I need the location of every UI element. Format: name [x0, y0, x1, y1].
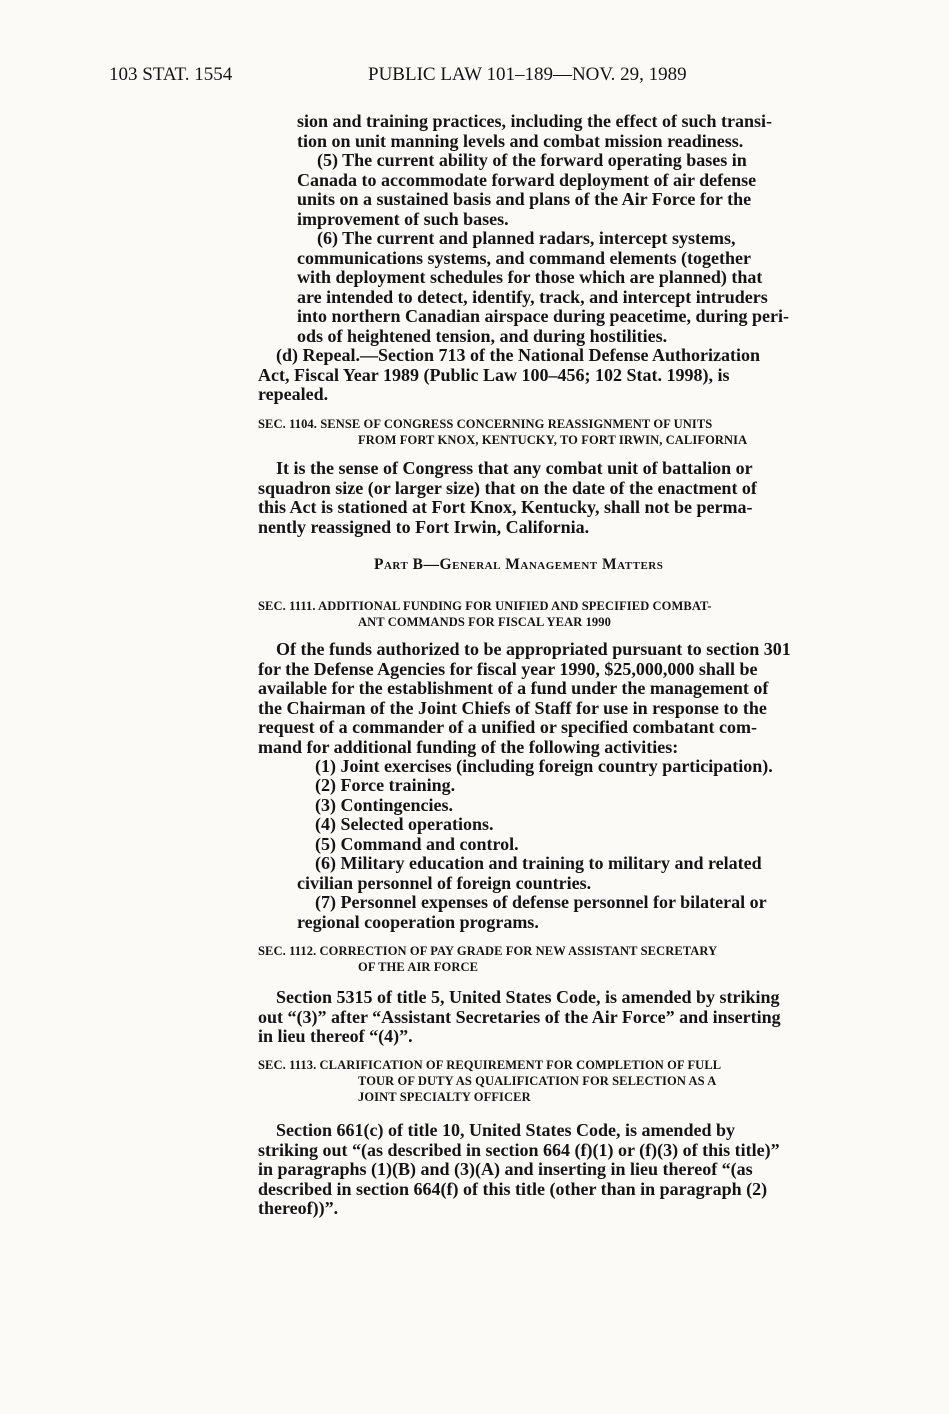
repeal-paragraph: (d) Repeal.—Section 713 of the National Defense Authorization Act, Fiscal Year 1989 (Public Law 100–456; 102 Stat. 1998), is repealed.	[258, 345, 760, 404]
activity-item-5: (5) Command and control.	[315, 834, 519, 854]
activity-item-2: (2) Force training.	[315, 775, 456, 795]
running-header: PUBLIC LAW 101–189—NOV. 29, 1989	[368, 64, 687, 85]
activity-item-1: (1) Joint exercises (including foreign country participation).	[315, 756, 773, 776]
section-1113-body: Section 661(c) of title 10, United States Code, is amended by striking out “(as described in section 664 (f)(1) or (f)(3) of this title)” in paragraphs (1)(B) and (3)(A) and inserting in lieu thereof “(as described in section 664(f) of this title (other than in paragraph (2) thereof))”.	[258, 1120, 780, 1218]
section-1112-body: Section 5315 of title 5, United States Code, is amended by striking out “(3)” after “Assistant Secretaries of the Air Force” and inserting in lieu thereof “(4)”.	[258, 987, 781, 1046]
section-1104-heading: SEC. 1104. SENSE OF CONGRESS CONCERNING REASSIGNMENT OF UNITS FROM FORT KNOX, KENTUCKY, TO FORT IRWIN, CALIFORNIA	[258, 417, 748, 447]
section-1111-body: Of the funds authorized to be appropriated pursuant to section 301 for the Defense Agencies for fiscal year 1990, $25,000,000 shall be available for the establishment of a fund under the management of the Chairman of the Joint Chiefs of Staff for use in response to the request of a commander of a unified or specified combatant com- mand for additional funding of the following activities:	[258, 639, 791, 757]
section-1111-heading: SEC. 1111. ADDITIONAL FUNDING FOR UNIFIED AND SPECIFIED COMBAT- ANT COMMANDS FOR FISCAL YEAR 1990	[258, 599, 712, 629]
activity-item-6: (6) Military education and training to military and related civilian personnel of foreign countries.	[297, 853, 762, 893]
section-1112-heading: SEC. 1112. CORRECTION OF PAY GRADE FOR NEW ASSISTANT SECRETARY OF THE AIR FORCE	[258, 944, 718, 974]
part-heading: Part B—General Management Matters	[374, 556, 664, 573]
activity-item-3: (3) Contingencies.	[315, 795, 453, 815]
paragraph-6: (6) The current and planned radars, intercept systems, communications systems, and command elements (together with deployment schedules for those which are planned) that are intended to detect, identify, track, and intercept intruders into northern Canadian airspace during peacetime, during peri- ods of heightened tension, and during hostilities.	[297, 228, 790, 346]
activity-item-7: (7) Personnel expenses of defense personnel for bilateral or regional cooperation programs.	[297, 892, 767, 932]
section-1104-body: It is the sense of Congress that any combat unit of battalion or squadron size (or larger size) that on the date of the enactment of this Act is stationed at Fort Knox, Kentucky, shall not be perma- nently reassigned to Fort Irwin, California.	[258, 458, 757, 537]
activity-item-4: (4) Selected operations.	[315, 814, 494, 834]
paragraph-5: (5) The current ability of the forward operating bases in Canada to accommodate forward deployment of air defense units on a sustained basis and plans of the Air Force for the improvement of such bases.	[297, 150, 757, 229]
continuation-paragraph: sion and training practices, including the effect of such transi- tion on unit manning levels and combat mission readiness.	[297, 111, 772, 151]
section-1113-heading: SEC. 1113. CLARIFICATION OF REQUIREMENT FOR COMPLETION OF FULL TOUR OF DUTY AS QUALIFICATION FOR SELECTION AS A JOINT SPECIALTY OFFICER	[258, 1058, 722, 1104]
stat-citation: 103 STAT. 1554	[109, 64, 233, 85]
